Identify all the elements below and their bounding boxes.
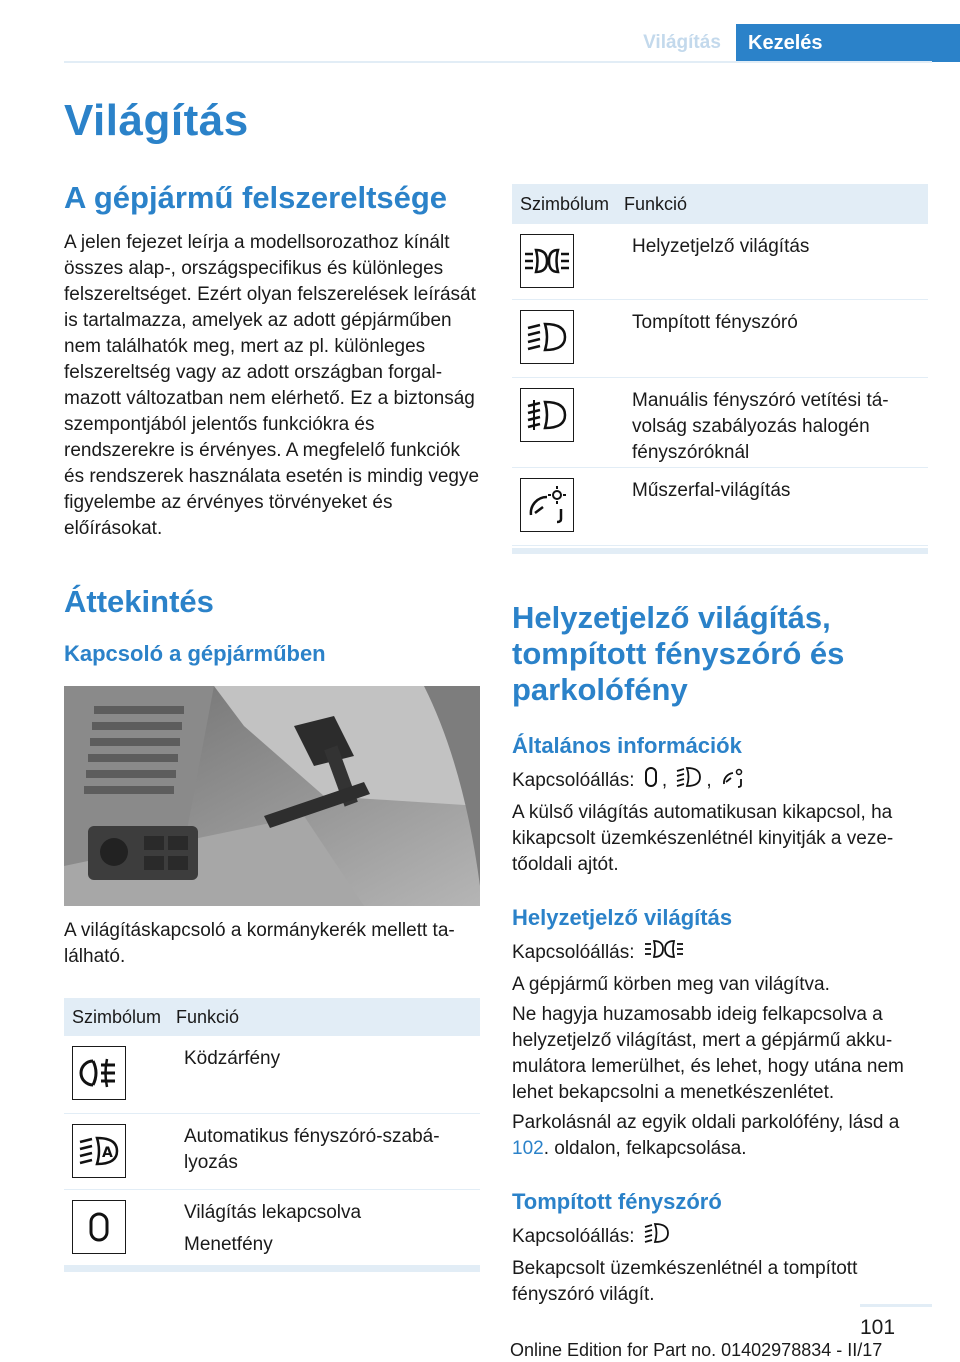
header-section-label: Világítás bbox=[643, 32, 721, 53]
low-beam-icon bbox=[644, 1222, 670, 1252]
table-row bbox=[64, 1036, 480, 1114]
table-end-rule bbox=[64, 1266, 480, 1272]
footer-rule bbox=[860, 1304, 932, 1307]
equipment-text: A jelen fejezet leírja a modellsorozathoz kínált összes alap-, országspecifikus és különleges felszereltséget. Ezért olyan felszerelések leírását is tartalmazza, amelyek az adott gépjárműben nem találhatók meg, mert az pl. különleges felszereltség vagy az adott országban forgalmazott változatban nem elérhető. Ez a biztonság szempontjából jelentős funkciókra és rendszerekre is érvényes. A megfelelő funkciók és rendszerek használata esetén is mindig vegye figyelembe az érvényes törvényeket és előírásokat. bbox=[64, 232, 480, 539]
lights-off-icon bbox=[72, 1200, 126, 1254]
right-column bbox=[512, 184, 928, 1308]
col-function-header: Funkció bbox=[624, 193, 688, 214]
col-symbol-header: Szimbólum bbox=[520, 193, 610, 214]
table-row bbox=[64, 1114, 480, 1190]
table-header bbox=[64, 998, 480, 1036]
page-number: 101 bbox=[860, 1316, 896, 1339]
page-title: Világítás bbox=[64, 96, 249, 145]
table-header bbox=[512, 184, 928, 224]
row-function: Helyzetjelző világítás bbox=[632, 236, 810, 257]
row-function: Tompított fényszóró bbox=[632, 312, 798, 333]
row-function: Ködzárfény bbox=[184, 1048, 281, 1069]
low-beam-icon bbox=[520, 310, 574, 364]
table-row bbox=[512, 468, 928, 546]
general-text: A külső világítás automatikusan kikapcsol, ha kikapcsolt üzemkészenlétnél kinyitják a vezetőoldali ajtót. bbox=[512, 802, 894, 875]
table-row bbox=[512, 300, 928, 378]
auto-headlight-icon bbox=[72, 1124, 126, 1178]
low-beam-icon bbox=[676, 766, 702, 796]
row-function: Manuális fényszóró vetítési távolság szabályozás halogén fényszóróknál bbox=[632, 390, 889, 463]
parking-text-2: Ne hagyja huzamosabb ideig felkapcsolva a helyzetjelző világítást, mert a gépjármű akkumulátora lemerülhet, és lehet, hogy utána nem lehet bekapcsolni a menetkészenlétet. bbox=[512, 1004, 904, 1103]
switch-position-label: Kapcsolóállás: bbox=[512, 770, 635, 792]
header-chapter-label: Kezelés bbox=[736, 24, 960, 62]
switch-heading: Kapcsoló a gépjárműben bbox=[64, 641, 326, 666]
left-symbol-table bbox=[64, 998, 480, 1272]
lights-off-icon bbox=[644, 766, 658, 796]
table-end-rule bbox=[512, 548, 928, 554]
instrument-lighting-icon bbox=[721, 766, 745, 796]
dashboard-illustration bbox=[64, 686, 480, 906]
parking-light-icon bbox=[520, 234, 574, 288]
header-tabs bbox=[628, 24, 960, 62]
svg-text:A: A bbox=[102, 1145, 113, 1161]
general-switch-line: Kapcsolóállás: , , bbox=[512, 766, 928, 796]
col-symbol-header: Szimbólum bbox=[72, 1006, 162, 1027]
headlight-range-icon bbox=[520, 388, 574, 442]
lowbeam-text: Bekapcsolt üzemkészenlétnél a tompított fényszóró világít. bbox=[512, 1258, 858, 1305]
photo-caption: A világításkapcsoló a kormánykerék mellett található. bbox=[64, 920, 455, 967]
parking-switch-line bbox=[512, 938, 928, 968]
switch-position-label: Kapcsolóállás: bbox=[512, 1226, 635, 1248]
parking-heading: Helyzetjelző világítás bbox=[512, 905, 733, 930]
equipment-heading: A gépjármű felszereltsége bbox=[64, 180, 448, 215]
table-row bbox=[512, 378, 928, 468]
overview-heading: Áttekintés bbox=[64, 584, 214, 619]
lowbeam-heading: Tompított fényszóró bbox=[512, 1189, 722, 1214]
header-rule bbox=[64, 61, 932, 63]
parking-text-1: A gépjármű körben meg van világítva. bbox=[512, 974, 830, 995]
row-function: Műszerfal-világítás bbox=[632, 480, 791, 501]
parking-text-3: Parkolásnál az egyik oldali parkolófény, lásd a 102. oldalon, felkapcsolása. bbox=[512, 1112, 900, 1159]
parking-light-icon bbox=[644, 938, 684, 968]
general-heading: Általános információk bbox=[512, 733, 742, 758]
fog-light-icon bbox=[72, 1046, 126, 1100]
section-heading: Helyzetjelző világítás, tompított fényszóró és parkolófény bbox=[512, 600, 845, 707]
row-function: Automatikus fényszóró-szabályozás bbox=[184, 1126, 440, 1173]
page-link[interactable]: 102 bbox=[512, 1138, 544, 1159]
right-symbol-table bbox=[512, 184, 928, 554]
left-column bbox=[64, 180, 480, 1272]
col-function-header: Funkció bbox=[176, 1006, 240, 1027]
row-function: Világítás lekapcsolva bbox=[184, 1202, 362, 1223]
instrument-lighting-icon bbox=[520, 478, 574, 532]
lowbeam-switch-line bbox=[512, 1222, 928, 1252]
table-row bbox=[64, 1190, 480, 1266]
footer-edition: Online Edition for Part no. 01402978834 - II/17 bbox=[510, 1340, 883, 1360]
row-function-secondary: Menetfény bbox=[184, 1234, 273, 1255]
switch-position-label: Kapcsolóállás: bbox=[512, 942, 635, 964]
table-row bbox=[512, 224, 928, 300]
light-switch-photo bbox=[64, 686, 480, 906]
